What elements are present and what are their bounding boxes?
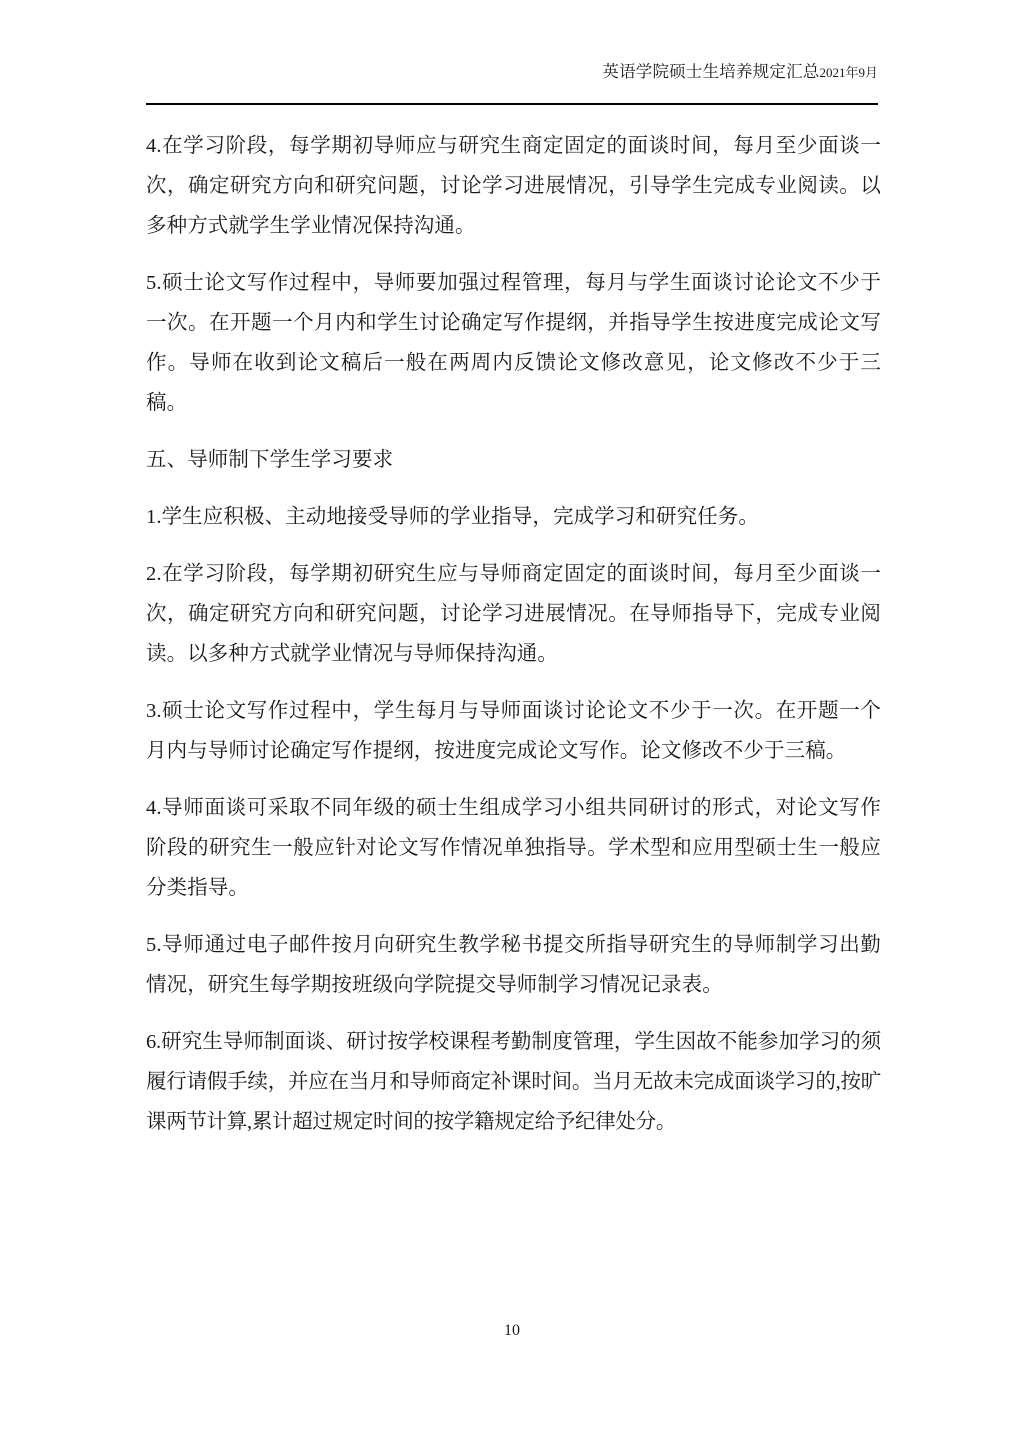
header-title (602, 62, 878, 82)
page-number: 10 (504, 1322, 520, 1339)
list-item-1: 1.学生应积极、主动地接受导师的学业指导，完成学习和研究任务。 (146, 506, 759, 528)
list-item-3: 3.硕士论文写作过程中，学生每月与导师面谈讨论论文不少于一次。在开题一个月内与导师讨论确定写作提纲，按进度完成论文写作。论文修改不少于三稿。 (146, 700, 881, 762)
document-body (146, 126, 881, 1159)
header-title-text: 英语学院硕士生培养规定汇总 (602, 62, 820, 81)
page-header (146, 62, 878, 82)
paragraph-5: 5.硕士论文写作过程中，导师要加强过程管理，每月与学生面谈讨论论文不少于一次。在开题一个月内和学生讨论确定写作提纲，并指导学生按进度完成论文写作。导师在收到论文稿后一般在两周内反馈论文修改意见，论文修改不少于三稿。 (146, 272, 881, 414)
section-heading-five: 五、导师制下学生学习要求 (146, 449, 394, 471)
paragraph-4: 4.在学习阶段，每学期初导师应与研究生商定固定的面谈时间，每月至少面谈一次，确定研究方向和研究问题，讨论学习进展情况，引导学生完成专业阅读。以多种方式就学生学业情况保持沟通。 (146, 135, 881, 237)
list-item-4: 4.导师面谈可采取不同年级的硕士生组成学习小组共同研讨的形式，对论文写作阶段的研究生一般应针对论文写作情况单独指导。学术型和应用型硕士生一般应分类指导。 (146, 797, 881, 899)
list-item-6: 6.研究生导师制面谈、研讨按学校课程考勤制度管理，学生因故不能参加学习的须履行请假手续，并应在当月和导师商定补课时间。当月无故未完成面谈学习的,按旷课两节计算,累计超过规定时间的按学籍规定给予纪律处分。 (146, 1031, 881, 1133)
list-item-2: 2.在学习阶段，每学期初研究生应与导师商定固定的面谈时间，每月至少面谈一次，确定研究方向和研究问题，讨论学习进展情况。在导师指导下，完成专业阅读。以多种方式就学业情况与导师保持沟通。 (146, 563, 881, 665)
header-divider (146, 103, 878, 105)
header-date-text: 2021年9月 (819, 65, 878, 80)
list-item-5: 5.导师通过电子邮件按月向研究生教学秘书提交所指导研究生的导师制学习出勤情况，研究生每学期按班级向学院提交导师制学习情况记录表。 (146, 934, 881, 996)
